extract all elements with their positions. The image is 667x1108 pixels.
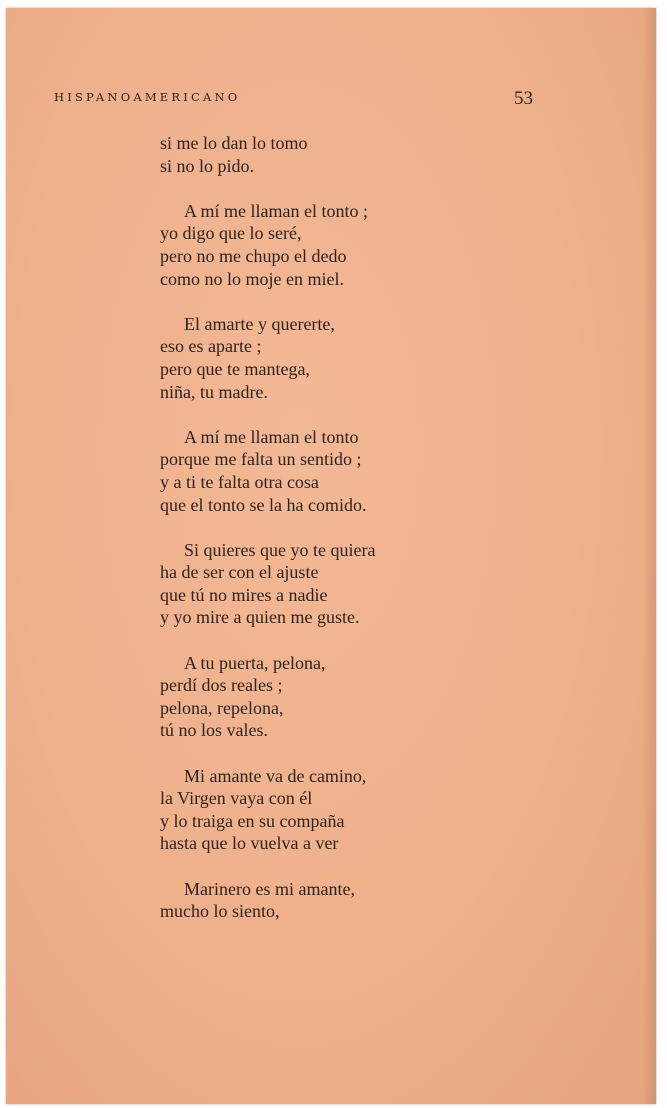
poem-line: tú no los vales. (160, 720, 268, 741)
stanza-3 (160, 313, 480, 403)
poem-line: y yo mire a quien me guste. (160, 607, 360, 628)
poem-line: El amarte y quererte, (184, 313, 335, 334)
stanza-1 (160, 132, 480, 177)
poem-line: A mí me llaman el tonto ; (184, 200, 368, 221)
poem-line: pelona, repelona, (160, 697, 284, 718)
poem-line: pero no me chupo el dedo (160, 245, 347, 266)
stanza-7 (160, 765, 480, 855)
stanza-8 (160, 878, 480, 923)
running-title: HISPANOAMERICANO (54, 90, 241, 104)
poem-line: ha de ser con el ajuste (160, 562, 319, 583)
poem-line: y a ti te falta otra cosa (160, 471, 319, 492)
page-number: 53 (514, 88, 533, 109)
poem-line: hasta que lo vuelva a ver (160, 833, 339, 854)
poem-line: que el tonto se la ha comido. (160, 494, 367, 515)
poem-line: y lo traiga en su compaña (160, 810, 345, 831)
poem-line: A mí me llaman el tonto (184, 426, 359, 447)
poem-line: mucho lo siento, (160, 901, 280, 922)
poem-line: pero que te mantega, (160, 358, 310, 379)
poem-body (160, 132, 480, 945)
poem-line: perdí dos reales ; (160, 675, 283, 696)
stanza-6 (160, 652, 480, 742)
poem-line: que tú no mires a nadie (160, 584, 328, 605)
stanza-2 (160, 200, 480, 290)
poem-line: si no lo pido. (160, 155, 255, 176)
poem-line: Marinero es mi amante, (184, 878, 355, 899)
poem-line: porque me falta un sentido ; (160, 449, 362, 470)
stanza-5 (160, 539, 480, 629)
poem-line: A tu puerta, pelona, (184, 652, 326, 673)
poem-line: eso es aparte ; (160, 336, 262, 357)
poem-line: yo digo que lo seré, (160, 223, 302, 244)
stanza-4 (160, 426, 480, 516)
poem-line: la Virgen vaya con él (160, 788, 313, 809)
poem-line: niña, tu madre. (160, 381, 268, 402)
poem-line: si me lo dan lo tomo (160, 133, 308, 153)
poem-line: como no lo moje en miel. (160, 268, 344, 289)
poem-line: Si quieres que yo te quiera (184, 539, 376, 560)
poem-line: Mi amante va de camino, (184, 765, 367, 786)
